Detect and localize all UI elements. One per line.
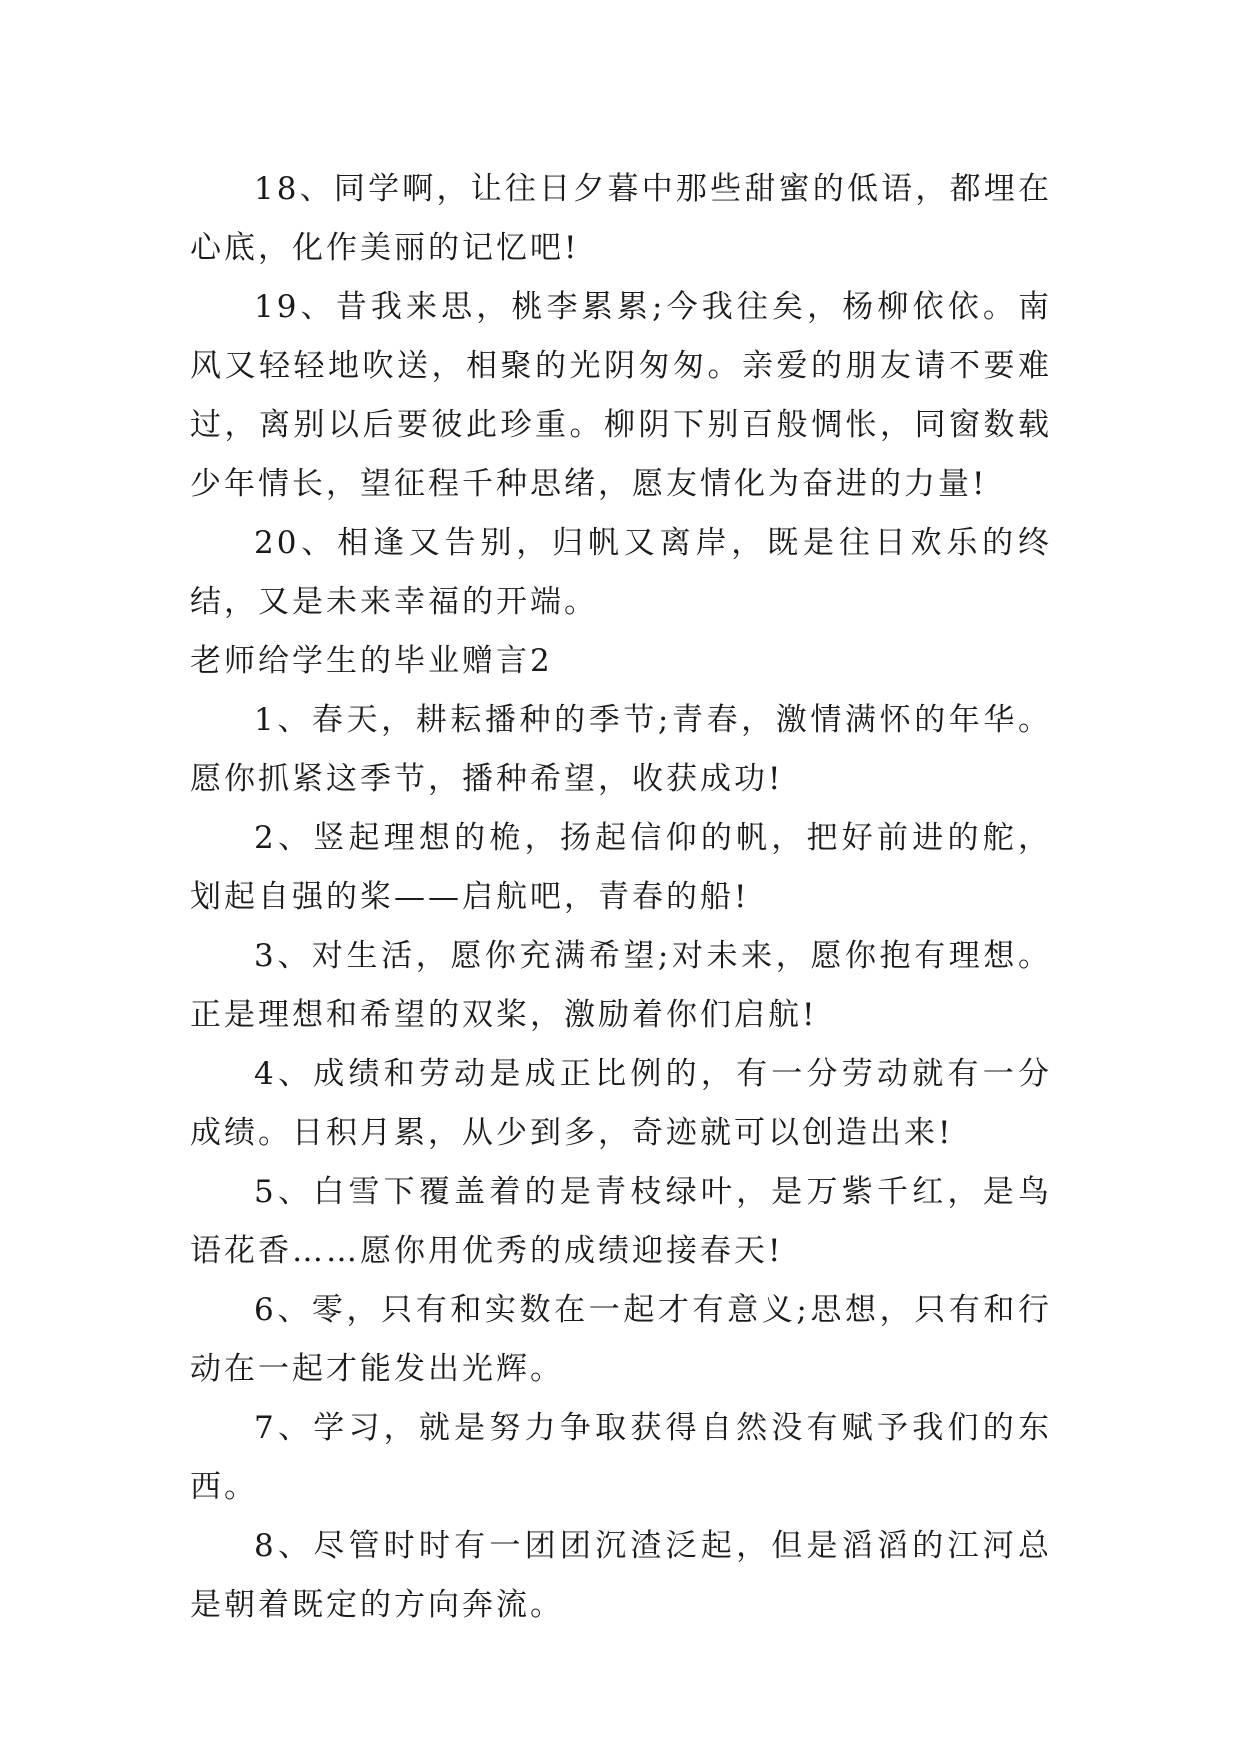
paragraph-2: 2、竖起理想的桅，扬起信仰的帆，把好前进的舵，划起自强的桨——启航吧，青春的船! bbox=[190, 820, 1052, 915]
paragraph-20: 20、相逢又告别，归帆又离岸，既是往日欢乐的终结，又是未来幸福的开端。 bbox=[190, 525, 1052, 620]
section-title: 老师给学生的毕业赠言2 bbox=[190, 643, 553, 679]
paragraph-6: 6、零，只有和实数在一起才有意义;思想，只有和行动在一起才能发出光辉。 bbox=[190, 1292, 1052, 1387]
paragraph-4: 4、成绩和劳动是成正比例的，有一分劳动就有一分成绩。日积月累，从少到多，奇迹就可以创造出来! bbox=[190, 1056, 1052, 1151]
document-body bbox=[190, 160, 1052, 1635]
paragraph-7: 7、学习，就是努力争取获得自然没有赋予我们的东西。 bbox=[190, 1410, 1052, 1505]
paragraph-8: 8、尽管时时有一团团沉渣泛起，但是滔滔的江河总是朝着既定的方向奔流。 bbox=[190, 1528, 1052, 1623]
paragraph-3: 3、对生活，愿你充满希望;对未来，愿你抱有理想。正是理想和希望的双桨，激励着你们启航! bbox=[190, 938, 1052, 1033]
paragraph-1: 1、春天，耕耘播种的季节;青春，激情满怀的年华。愿你抓紧这季节，播种希望，收获成功! bbox=[190, 702, 1052, 797]
paragraph-5: 5、白雪下覆盖着的是青枝绿叶，是万紫千红，是鸟语花香……愿你用优秀的成绩迎接春天! bbox=[190, 1174, 1052, 1269]
paragraph-19: 19、昔我来思，桃李累累;今我往矣，杨柳依依。南风又轻轻地吹送，相聚的光阴匆匆。亲爱的朋友请不要难过，离别以后要彼此珍重。柳阴下别百般惆怅，同窗数载少年情长，望征程千种思绪，愿友情化为奋进的力量! bbox=[190, 289, 1052, 502]
paragraph-18: 18、同学啊，让往日夕暮中那些甜蜜的低语，都埋在心底，化作美丽的记忆吧! bbox=[190, 171, 1052, 266]
